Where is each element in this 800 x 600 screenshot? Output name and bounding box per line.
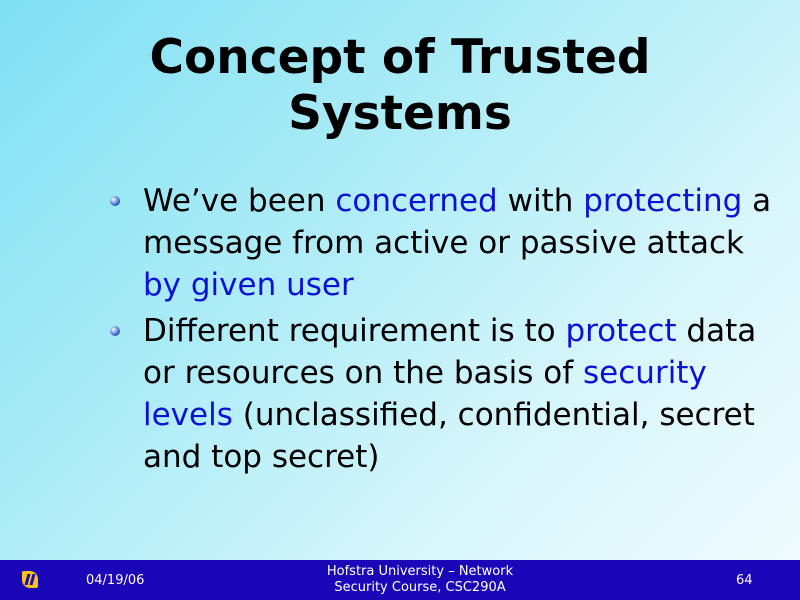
bullet-segment: data or resources on the basis of: [143, 313, 757, 391]
bullet-segment: (unclassified, confidential, secret and top secret): [143, 397, 755, 475]
highlighted-text: concerned: [335, 183, 498, 219]
footer-course-line-1: Hofstra University – Network: [326, 564, 514, 579]
footer-course: [290, 564, 550, 596]
slide-title-line-2: Systems: [288, 86, 512, 141]
bullet-dot-icon: [110, 326, 120, 336]
bullet-segment: with: [497, 183, 584, 219]
highlighted-text: by given user: [143, 267, 354, 303]
highlighted-text: security levels: [143, 355, 707, 433]
bullet-segment: We’ve been: [143, 183, 336, 219]
bullet-item: [108, 180, 778, 306]
hofstra-logo-icon: [22, 571, 38, 588]
slide-title: [0, 30, 800, 142]
highlighted-text: protect: [565, 313, 677, 349]
page-number: 64: [736, 573, 753, 588]
footer-bar: [0, 560, 800, 600]
footer-date: 04/19/06: [86, 573, 145, 588]
bullet-list: [108, 180, 778, 482]
footer-course-line-2: Security Course, CSC290A: [334, 580, 506, 595]
bullet-dot-icon: [110, 196, 120, 206]
bullet-item: [108, 310, 778, 478]
bullet-segment: Different requirement is to: [143, 313, 566, 349]
highlighted-text: protecting: [583, 183, 743, 219]
bullet-text: [143, 313, 756, 475]
slide-title-line-1: Concept of Trusted: [149, 30, 651, 85]
bullet-segment: a message from active or passive attack: [143, 183, 772, 261]
bullet-text: [143, 183, 771, 303]
